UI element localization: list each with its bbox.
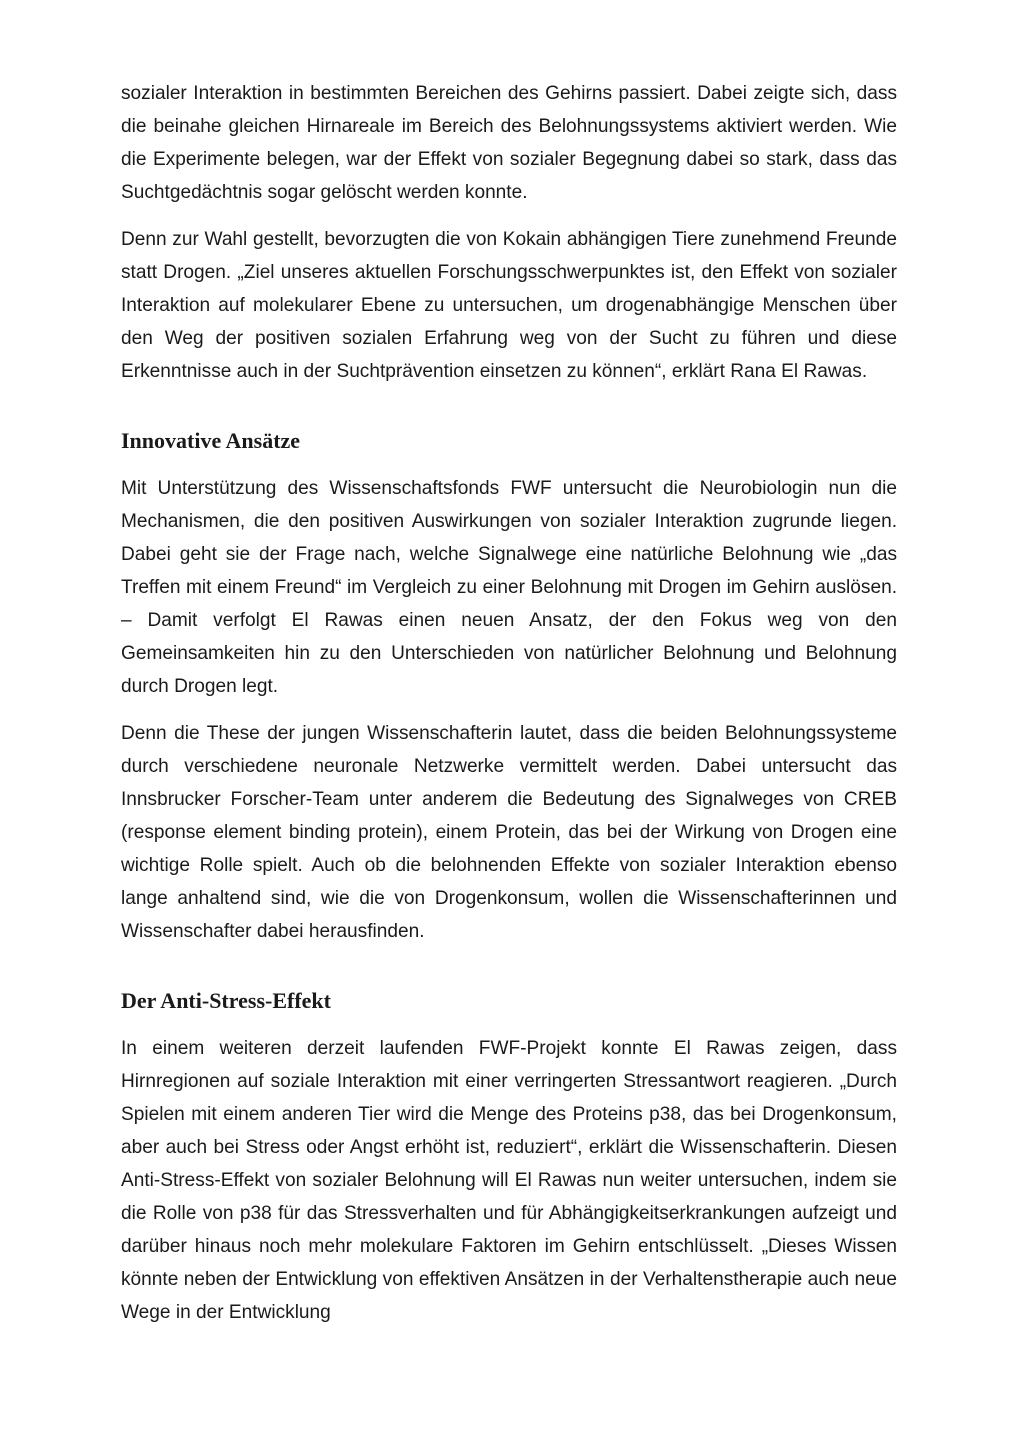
paragraph-fwf-mechanisms: Mit Unterstützung des Wissenschaftsfonds FWF untersucht die Neurobiologin nun die Mechanismen, die den positiven Auswirkungen von sozialer Interaktion zugrunde liegen. Dabei geht sie der Frage nach, welche Signalwege eine natürliche Belohnung wie „das Treffen mit einem Freund“ im Vergleich zu einer Belohnung mit Drogen im Gehirn auslösen. – Damit verfolgt El Rawas einen neuen Ansatz, der den Fokus weg von den Gemeinsamkeiten hin zu den Unterschieden von natürlicher Belohnung und Belohnung durch Drogen legt. <box>121 478 897 697</box>
paragraph-social-interaction-intro: sozialer Interaktion in bestimmten Bereichen des Gehirns passiert. Dabei zeigte sich, dass die beinahe gleichen Hirnareale im Bereich des Belohnungssystems aktiviert werden. Wie die Experimente belegen, war der Effekt von sozialer Begegnung dabei so stark, dass das Suchtgedächtnis sogar gelöscht werden konnte. <box>121 83 897 203</box>
heading-innovative-approaches: Innovative Ansätze <box>121 428 301 453</box>
paragraph-creb-hypothesis: Denn die These der jungen Wissenschafterin lautet, dass die beiden Belohnungssysteme durch verschiedene neuronale Netzwerke vermittelt werden. Dabei untersucht das Innsbrucker Forscher-Team unter anderem die Bedeutung des Signalweges von CREB (response element binding protein), einem Protein, das bei der Wirkung von Drogen eine wichtige Rolle spielt. Auch ob die belohnenden Effekte von sozialer Interaktion ebenso lange anhaltend sind, wie die von Drogenkonsum, wollen die Wissenschafterinnen und Wissenschafter dabei herausfinden. <box>121 723 897 942</box>
heading-anti-stress-effect: Der Anti-Stress-Effekt <box>121 988 331 1013</box>
paragraph-p38-stress: In einem weiteren derzeit laufenden FWF-Projekt konnte El Rawas zeigen, dass Hirnregionen auf soziale Interaktion mit einer verringerten Stressantwort reagieren. „Durch Spielen mit einem anderen Tier wird die Menge des Proteins p38, das bei Drogenkonsum, aber auch bei Stress oder Angst erhöht ist, reduziert“, erklärt die Wissenschafterin. Diesen Anti-Stress-Effekt von sozialer Belohnung will El Rawas nun weiter untersuchen, indem sie die Rolle von p38 für das Stressverhalten und für Abhängigkeitserkrankungen aufzeigt und darüber hinaus noch mehr molekulare Faktoren im Gehirn entschlüsselt. „Dieses Wissen könnte neben der Entwicklung von effektiven Ansätzen in der Verhaltenstherapie auch neue Wege in der Entwicklung <box>121 1038 897 1323</box>
paragraph-friends-instead-of-drugs: Denn zur Wahl gestellt, bevorzugten die von Kokain abhängigen Tiere zunehmend Freunde statt Drogen. „Ziel unseres aktuellen Forschungsschwerpunktes ist, den Effekt von sozialer Interaktion auf molekularer Ebene zu untersuchen, um drogenabhängige Menschen über den Weg der positiven sozialen Erfahrung weg von der Sucht zu führen und diese Erkenntnisse auch in der Suchtprävention einsetzen zu können“, erklärt Rana El Rawas. <box>121 229 897 382</box>
document-page <box>121 77 897 1343</box>
